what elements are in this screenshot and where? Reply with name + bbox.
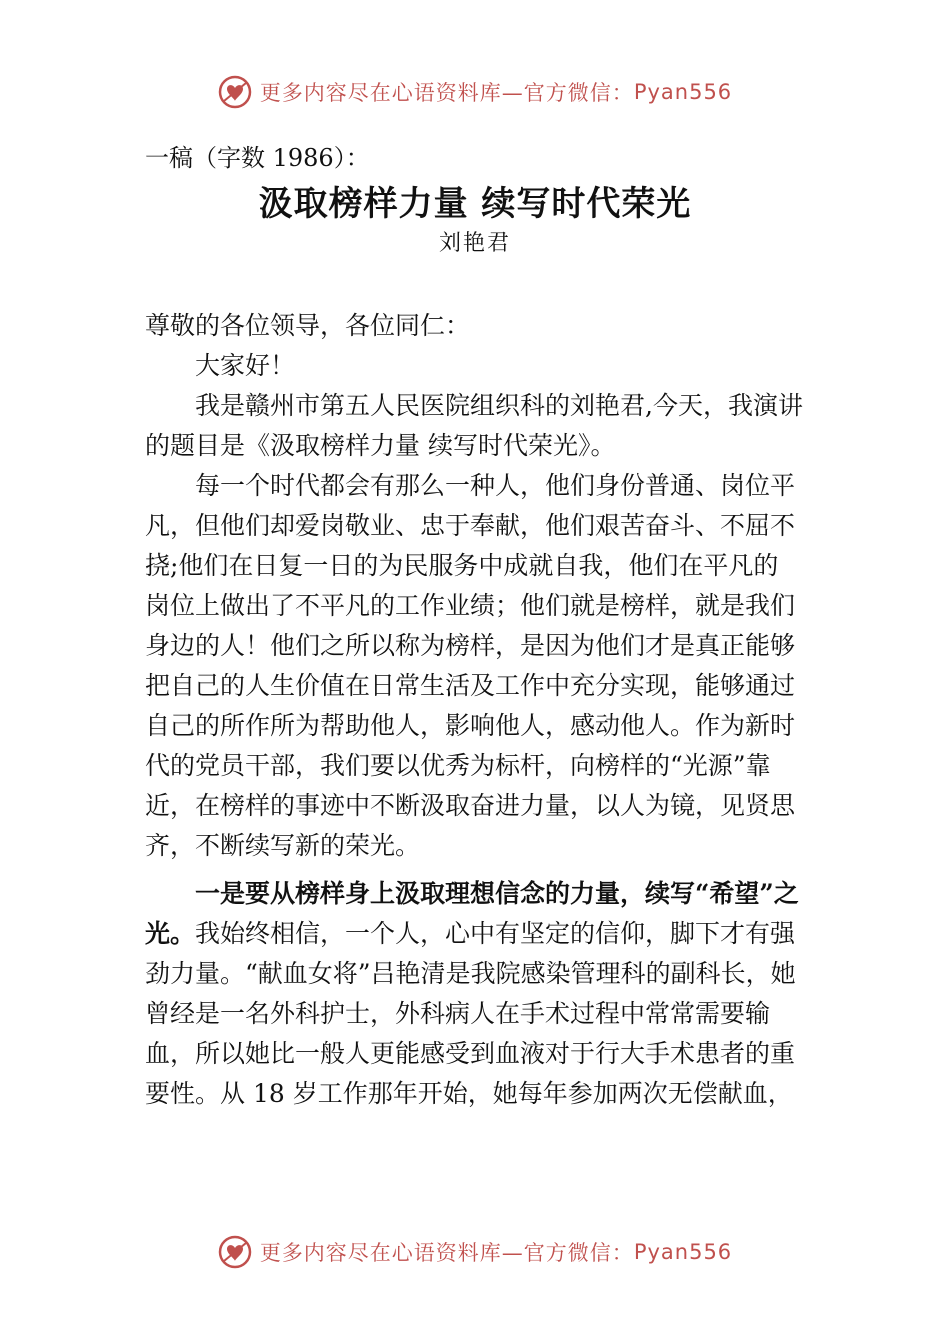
draft-label: 一稿（字数 1986）： [145, 144, 370, 172]
section-1-lead: 一是要从榜样身上汲取理想信念的力量，续写“希望”之光。 [145, 879, 799, 948]
watermark-text: 更多内容尽在心语资料库—官方微信： [259, 81, 634, 105]
watermark-header [0, 72, 950, 112]
heart-logo-icon [218, 1235, 252, 1269]
paragraph: 大家好！ [195, 351, 296, 380]
greeting: 尊敬的各位领导，各位同仁： [145, 311, 471, 340]
wechat-id: Pyan556 [633, 1240, 733, 1264]
document-title: 汲取榜样力量 续写时代荣光 [258, 184, 692, 224]
section-1-paragraph [145, 874, 810, 1114]
wechat-id: Pyan556 [633, 80, 733, 104]
author-name: 刘艳君 [438, 231, 511, 256]
document-body [145, 306, 810, 1114]
heart-logo-icon [218, 75, 252, 109]
section-1-text: 我始终相信，一个人，心中有坚定的信仰，脚下才有强劲力量。“献血女将”吕艳清是我院感染管理科的副科长，她曾经是一名外科护士，外科病人在手术过程中常常需要输血，所以她比一般人更能感受到血液对于行大手术患者的重要性。从 18 岁工作那年开始，她每年参加两次无偿献血， [145, 919, 796, 1108]
paragraph: 我是赣州市第五人民医院组织科的刘艳君,今天，我演讲的题目是《汲取榜样力量 续写时代荣光》。 [145, 391, 803, 460]
paragraph: 每一个时代都会有那么一种人，他们身份普通、岗位平凡，但他们却爱岗敬业、忠于奉献，他们艰苦奋斗、不屈不挠;他们在日复一日的为民服务中成就自我，他们在平凡的 岗位上做出了不平凡的工作业绩；他们就是榜样，就是我们身边的人！他们之所以称为榜样，是因为他们才是真正能够把自己的人生价值在日常生活及工作中充分实现，能够通过自己的所作所为帮助他人，影响他人，感动他人。作为新时代的党员干部，我们要以优秀为标杆，向榜样的“光源”靠近，在榜样的事迹中不断汲取奋进力量，以人为镜，见贤思齐，不断续写新的荣光。 [145, 471, 796, 860]
watermark-footer [0, 1232, 950, 1272]
watermark-text: 更多内容尽在心语资料库—官方微信： [259, 1241, 634, 1265]
